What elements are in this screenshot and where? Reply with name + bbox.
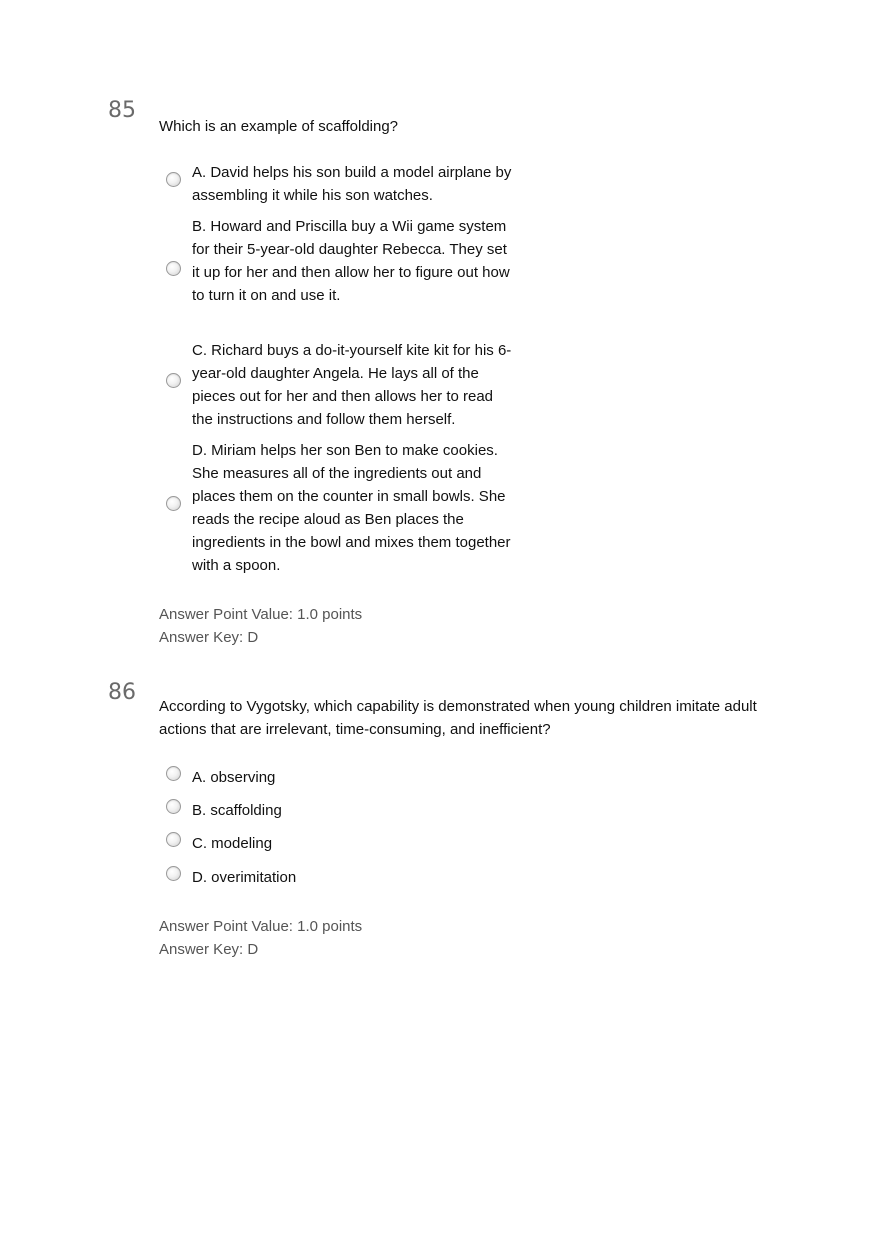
option-label: A. observing [192, 769, 276, 786]
radio-button[interactable] [166, 766, 181, 781]
option-label: A. David helps his son build a model airplane by assembling it while his son watches. [192, 164, 512, 204]
option-label: B. Howard and Priscilla buy a Wii game system for their 5-year-old daughter Rebecca. They set it up for her and then allow her to figure out how to turn it on and use it. [192, 218, 510, 304]
radio-button[interactable] [166, 261, 181, 276]
question-number: 85 [108, 98, 136, 123]
radio-button[interactable] [166, 832, 181, 847]
answer-key: Answer Key: D [159, 629, 259, 646]
question-number: 86 [108, 680, 136, 705]
option-label: C. modeling [192, 835, 273, 852]
option-label: D. Miriam helps her son Ben to make cookies. She measures all of the ingredients out and places them on the counter in small bowls. She reads the recipe aloud as Ben places the ingredients in the bowl and mixes them together with a spoon. [192, 442, 511, 574]
answer-point-value: Answer Point Value: 1.0 points [159, 606, 363, 623]
radio-button[interactable] [166, 496, 181, 511]
radio-button[interactable] [166, 172, 181, 187]
option-label: B. scaffolding [192, 802, 282, 819]
question-stem: Which is an example of scaffolding? [159, 118, 399, 135]
answer-point-value: Answer Point Value: 1.0 points [159, 918, 363, 935]
question-stem: According to Vygotsky, which capability is demonstrated when young children imitate adult actions that are irrelevant, time-consuming, and inefficient? [159, 698, 757, 738]
option-label: D. overimitation [192, 869, 297, 886]
answer-key: Answer Key: D [159, 941, 259, 958]
radio-button[interactable] [166, 799, 181, 814]
radio-button[interactable] [166, 373, 181, 388]
radio-button[interactable] [166, 866, 181, 881]
option-label: C. Richard buys a do-it-yourself kite kit for his 6-year-old daughter Angela. He lays all of the pieces out for her and then allows her to read the instructions and follow them herself. [192, 342, 512, 428]
